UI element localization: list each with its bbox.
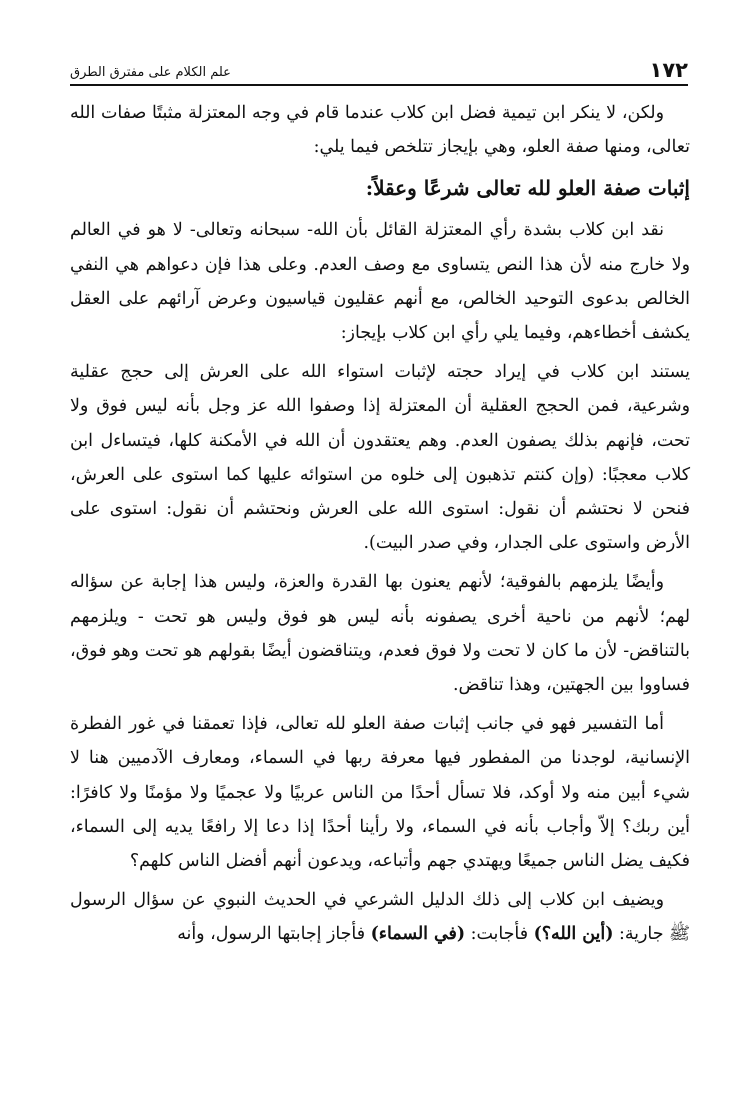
hadith-question: (أين الله؟) (533, 924, 614, 945)
paragraph-2: نقد ابن كلاب بشدة رأي المعتزلة القائل بأن الله- سبحانه وتعالى- لا هو في العالم ولا خارج منه لأن هذا النص يتساوى مع وصف العدم. وعلى هذا فإن دعواهم هي النفي الخالص بدعوى التوحيد الخالص، مع أنهم عقليون قياسيون وعرض آرائهم على العقل يكشف أخطاءهم، وفيما يلي رأي ابن كلاب بإيجاز: (70, 220, 690, 344)
section-heading: إثبات صفة العلو لله تعالى شرعًا وعقلاً: (365, 176, 690, 201)
page-header (70, 52, 688, 86)
paragraph-6-text-start: ويضيف ابن كلاب إلى ذلك الدليل الشرعي في الحديث النبوي عن سؤال الرسول ﷺ جارية: (70, 890, 690, 945)
running-title: علم الكلام على مفترق الطرق (70, 65, 231, 80)
hadith-answer: (في السماء) (370, 924, 466, 945)
paragraph-1: ولكن، لا ينكر ابن تيمية فضل ابن كلاب عندما قام في وجه المعتزلة مثبتًا صفات الله تعالى، ومنها صفة العلو، وهي بإيجاز تتلخص فيما يلي: (70, 103, 690, 158)
paragraph-6 (70, 883, 690, 951)
page-body (70, 96, 690, 957)
paragraph-6-text-end: فأجاز إجابتها الرسول، وأنه (177, 924, 371, 945)
page-number: ١٧٢ (649, 58, 688, 82)
paragraph-6-text-mid: فأجابت: (465, 924, 534, 945)
paragraph-4: وأيضًا يلزمهم بالفوقية؛ لأنهم يعنون بها القدرة والعزة، وليس هذا إجابة عن سؤاله لهم؛ لأنهم من ناحية أخرى يصفونه بأنه ليس هو فوق وليس هو تحت - ويلزمهم بالتناقض- لأن ما كان لا تحت ولا فوق فعدم، ويتناقضون أيضًا بقولهم هو تحت وهو فوق، فساووا بين الجهتين، وهذا تناقض. (70, 572, 690, 696)
paragraph-5: أما التفسير فهو في جانب إثبات صفة العلو لله تعالى، فإذا تعمقنا في غور الفطرة الإنسانية، لوجدنا من المفطور فيها معرفة ربها في السماء، ومعارف الآدميين هنا لا شيء أبين منه ولا أوكد، فلا تسأل أحدًا من الناس عربيًا ولا عجميًا ولا مؤمنًا ولا كافرًا: أين ربك؟ إلاّ وأجاب بأنه في السماء، ولا رأينا أحدًا إذا دعا إلا رافعًا يديه إلى السماء، فكيف يضل الناس جميعًا ويهتدي جهم وأتباعه، ويدعون أنهم أفضل الناس كلهم؟ (70, 714, 690, 872)
paragraph-3: يستند ابن كلاب في إيراد حجته لإثبات استواء الله على العرش إلى حجج عقلية وشرعية، فمن الحجج العقلية أن المعتزلة إذا وصفوا الله عز وجل بأنه ليس فوق ولا تحت، فإنهم بذلك يصفون العدم. وهم يعتقدون أن الله في الأمكنة كلها، فيتساءل ابن كلاب معجبًا: (وإن كنتم تذهبون إلى خلوه من استوائه عليها كما استوى على العرش، فنحن لا نحتشم أن نقول: استوى الله على العرش ونحتشم أن نقول: استوى على الأرض واستوى على الجدار، وفي صدر البيت). (70, 362, 690, 554)
